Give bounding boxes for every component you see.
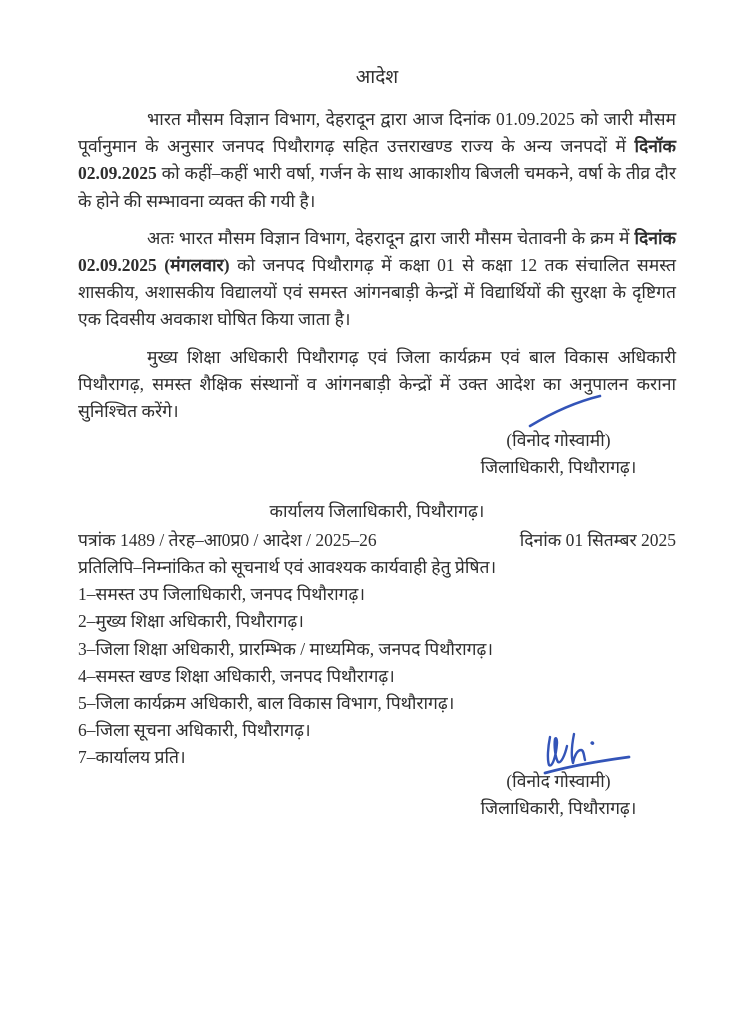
recipient-item-6: 6–जिला सूचना अधिकारी, पिथौरागढ़। (78, 720, 311, 741)
recipient-item-2: 2–मुख्य शिक्षा अधिकारी, पिथौरागढ़। (78, 611, 304, 632)
signature-block-top (451, 427, 666, 481)
page-title: आदेश (355, 67, 399, 88)
recipient-list (78, 581, 676, 771)
paragraph-2-bold-date: दिनांक 02.09.2025 (मंगलवार) (78, 227, 676, 276)
paragraph-1-text-before: भारत मौसम विज्ञान विभाग, देहरादून द्वारा आज दिनांक 01.09.2025 को जारी मौसम पूर्वानुमान के अनुसार जनपद पिथौरागढ़ सहित उत्तराखण्ड राज्य के अन्य जनपदों में (78, 109, 676, 157)
paragraph-3-text: मुख्य शिक्षा अधिकारी पिथौरागढ़ एवं जिला कार्यक्रम एवं बाल विकास अधिकारी पिथौरागढ़, समस्त शैक्षिक संस्थानों व आंगनबाड़ी केन्द्रों में उक्त आदेश का अनुपालन कराना सुनिश्चित करेंगे। (78, 346, 676, 422)
copy-distribution-line: प्रतिलिपि–निम्नांकित को सूचनार्थ एवं आवश्यक कार्यवाही हेतु प्रेषित। (78, 557, 497, 578)
recipient-item-7: 7–कार्यालय प्रति। (78, 747, 186, 768)
signatory-name-bottom: (विनोद गोस्वामी) (506, 770, 611, 791)
signature-block-bottom (451, 768, 666, 822)
signatory-name: (विनोद गोस्वामी) (506, 430, 611, 451)
recipient-item-3: 3–जिला शिक्षा अधिकारी, प्रारम्भिक / माध्यमिक, जनपद पिथौरागढ़। (78, 638, 493, 659)
paragraph-weather-forecast (78, 106, 676, 215)
paragraph-compliance (78, 344, 676, 426)
letter-number: पत्रांक 1489 / तेरह–आ0प्र0 / आदेश / 2025–26 (78, 529, 377, 550)
paragraph-2-text-after: को जनपद पिथौरागढ़ में कक्षा 01 से कक्षा 12 तक संचालित समस्त शासकीय, अशासकीय विद्यालयों एवं समस्त आंगनबाड़ी केन्द्रों में विद्यार्थियों की सुरक्षा के दृष्टिगत एक दिवसीय अवकाश घोषित किया जाता है। (78, 255, 676, 330)
paragraph-1-text-after: को कहीं–कहीं भारी वर्षा, गर्जन के साथ आकाशीय बिजली चमकने, वर्षा के तीव्र दौर के होने की सम्भावना व्यक्त की गयी है। (78, 163, 676, 211)
recipient-item-1: 1–समस्त उप जिलाधिकारी, जनपद पिथौरागढ़। (78, 584, 365, 605)
paragraph-2-text-before: अतः भारत मौसम विज्ञान विभाग, देहरादून द्वारा जारी मौसम चेतावनी के क्रम में (147, 227, 635, 248)
paragraph-holiday-order (78, 225, 676, 334)
office-heading: कार्यालय जिलाधिकारी, पिथौरागढ़। (269, 500, 485, 521)
paragraph-1-bold-date: दिनॉक 02.09.2025 (78, 136, 676, 184)
signatory-designation: जिलाधिकारी, पिथौरागढ़। (480, 457, 637, 478)
letter-date: दिनांक 01 सितम्बर 2025 (519, 529, 676, 550)
recipient-item-4: 4–समस्त खण्ड शिक्षा अधिकारी, जनपद पिथौरागढ़। (78, 665, 395, 686)
reference-row (78, 527, 676, 554)
signatory-designation-bottom: जिलाधिकारी, पिथौरागढ़। (480, 797, 637, 818)
recipient-item-5: 5–जिला कार्यक्रम अधिकारी, बाल विकास विभाग, पिथौरागढ़। (78, 693, 455, 714)
